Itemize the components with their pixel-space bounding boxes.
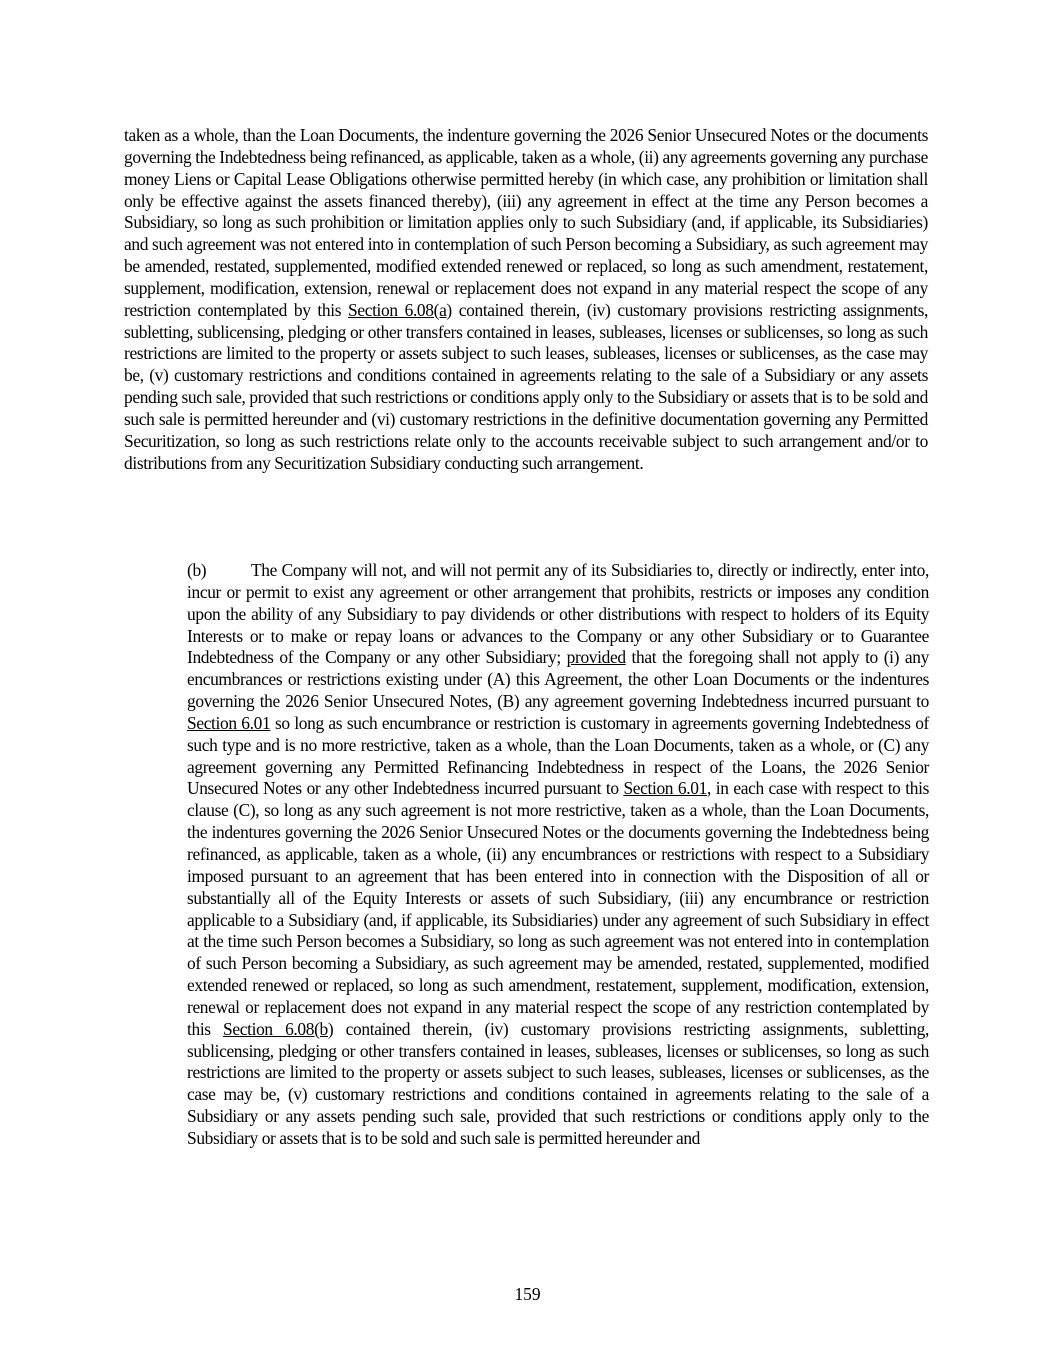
cross-reference-section-6-08b: Section 6.08(b) [223,1018,334,1039]
cross-reference-section-6-08a: Section 6.08(a) [348,299,452,320]
clause-marker: (b) [187,560,207,580]
page-number: 159 [514,1284,541,1304]
paragraph-text: so long as such encumbrance or restriction is customary in agreements governing Indebtedness of such type and is no more restrictive, taken as a whole, than the Loan Documents, taken as a whole, or (C) any agreement governing any Permitted Refinancing Indebtedness in respect of the Loans, the 2026 Senior Unsecured Notes or any other Indebtedness incurred pursuant to [187,712,929,799]
paragraph-text: The Company will not, and will not permit any of its Subsidiaries to, directly or indirectly, enter into, incur or permit to exist any agreement or other arrangement that prohibits, restricts or imposes any condition upon the ability of any Subsidiary to pay dividends or other distributions with respect to holders of its Equity Interests or to make or repay loans or advances to the Company or any other Subsidiary or to Guarantee Indebtedness of the Company or any other Subsidiary; [187,560,929,668]
cross-reference-section-6-01: Section 6.01 [187,712,271,733]
paragraph-text: contained therein, (iv) customary provisions restricting assignments, subletting, sublicensing, pledging or other transfers contained in leases, subleases, licenses or sublicenses, so long as such restrictions are limited to the property or assets subject to such leases, subleases, licenses or sublicenses, as the case may be, (v) customary restrictions and conditions contained in agreements relating to the sale of a Subsidiary or any assets pending such sale, provided that such restrictions or conditions apply only to the Subsidiary or assets that is to be sold and such sale is permitted hereunder and [187,1018,929,1148]
defined-term-provided: provided [566,647,626,668]
paragraph-text: contained therein, (iv) customary provisions restricting assignments, subletting, sublicensing, pledging or other transfers contained in leases, subleases, licenses or sublicenses, so long as such restrictions are limited to the property or assets subject to such leases, subleases, licenses or sublicenses, as the case may be, (v) customary restrictions and conditions contained in agreements relating to the sale of a Subsidiary or any assets pending such sale, provided that such restrictions or conditions apply only to the Subsidiary or assets that is to be sold and such sale is permitted hereunder and (vi) customary restrictions in the definitive documentation governing any Permitted Securitization, so long as such restrictions relate only to the accounts receivable subject to such arrangement and/or to distributions from any Securitization Subsidiary conducting such arrangement. [124,299,929,473]
paragraph-continuation [124,125,928,475]
paragraph-text: , in each case with respect to this clause (C), so long as any such agreement is not more restrictive, taken as a whole, than the Loan Documents, the indentures governing the 2026 Senior Unsecured Notes or the documents governing the Indebtedness being refinanced, as applicable, taken as a whole, (ii) any encumbrances or restrictions with respect to a Subsidiary imposed pursuant to an agreement that has been entered into in connection with the Disposition of all or substantially all of the Equity Interests or assets of such Subsidiary, (iii) any encumbrance or restriction applicable to a Subsidiary (and, if applicable, its Subsidiaries) under any agreement of such Subsidiary in effect at the time such Person becomes a Subsidiary, so long as such agreement was not entered into in contemplation of such Person becoming a Subsidiary, as such agreement may be amended, restated, supplemented, modified extended renewed or replaced, so long as such amendment, restatement, supplement, modification, extension, renewal or replacement does not expand in any material respect the scope of any restriction contemplated by this [187,778,930,1039]
paragraph-text: that the foregoing shall not apply to (i) any encumbrances or restrictions existing under (A) this Agreement, the other Loan Documents or the indentures governing the 2026 Senior Unsecured Notes, (B) any agreement governing Indebtedness incurred pursuant to [187,647,929,712]
paragraph-text: taken as a whole, than the Loan Documents, the indenture governing the 2026 Senior Unsecured Notes or the documents governing the Indebtedness being refinanced, as applicable, taken as a whole, (ii) any agreements governing any purchase money Liens or Capital Lease Obligations otherwise permitted hereby (in which case, any prohibition or limitation shall only be effective against the assets financed thereby), (iii) any agreement in effect at the time any Person becomes a Subsidiary, so long as such prohibition or limitation applies only to such Subsidiary (and, if applicable, its Subsidiaries) and such agreement was not entered into in contemplation of such Person becoming a Subsidiary, as such agreement may be amended, restated, supplemented, modified extended renewed or replaced, so long as such amendment, restatement, supplement, modification, extension, renewal or replacement does not expand in any material respect the scope of any restriction contemplated by this [124,125,928,320]
cross-reference-section-6-01: Section 6.01 [623,778,707,799]
paragraph-b [187,560,929,1150]
